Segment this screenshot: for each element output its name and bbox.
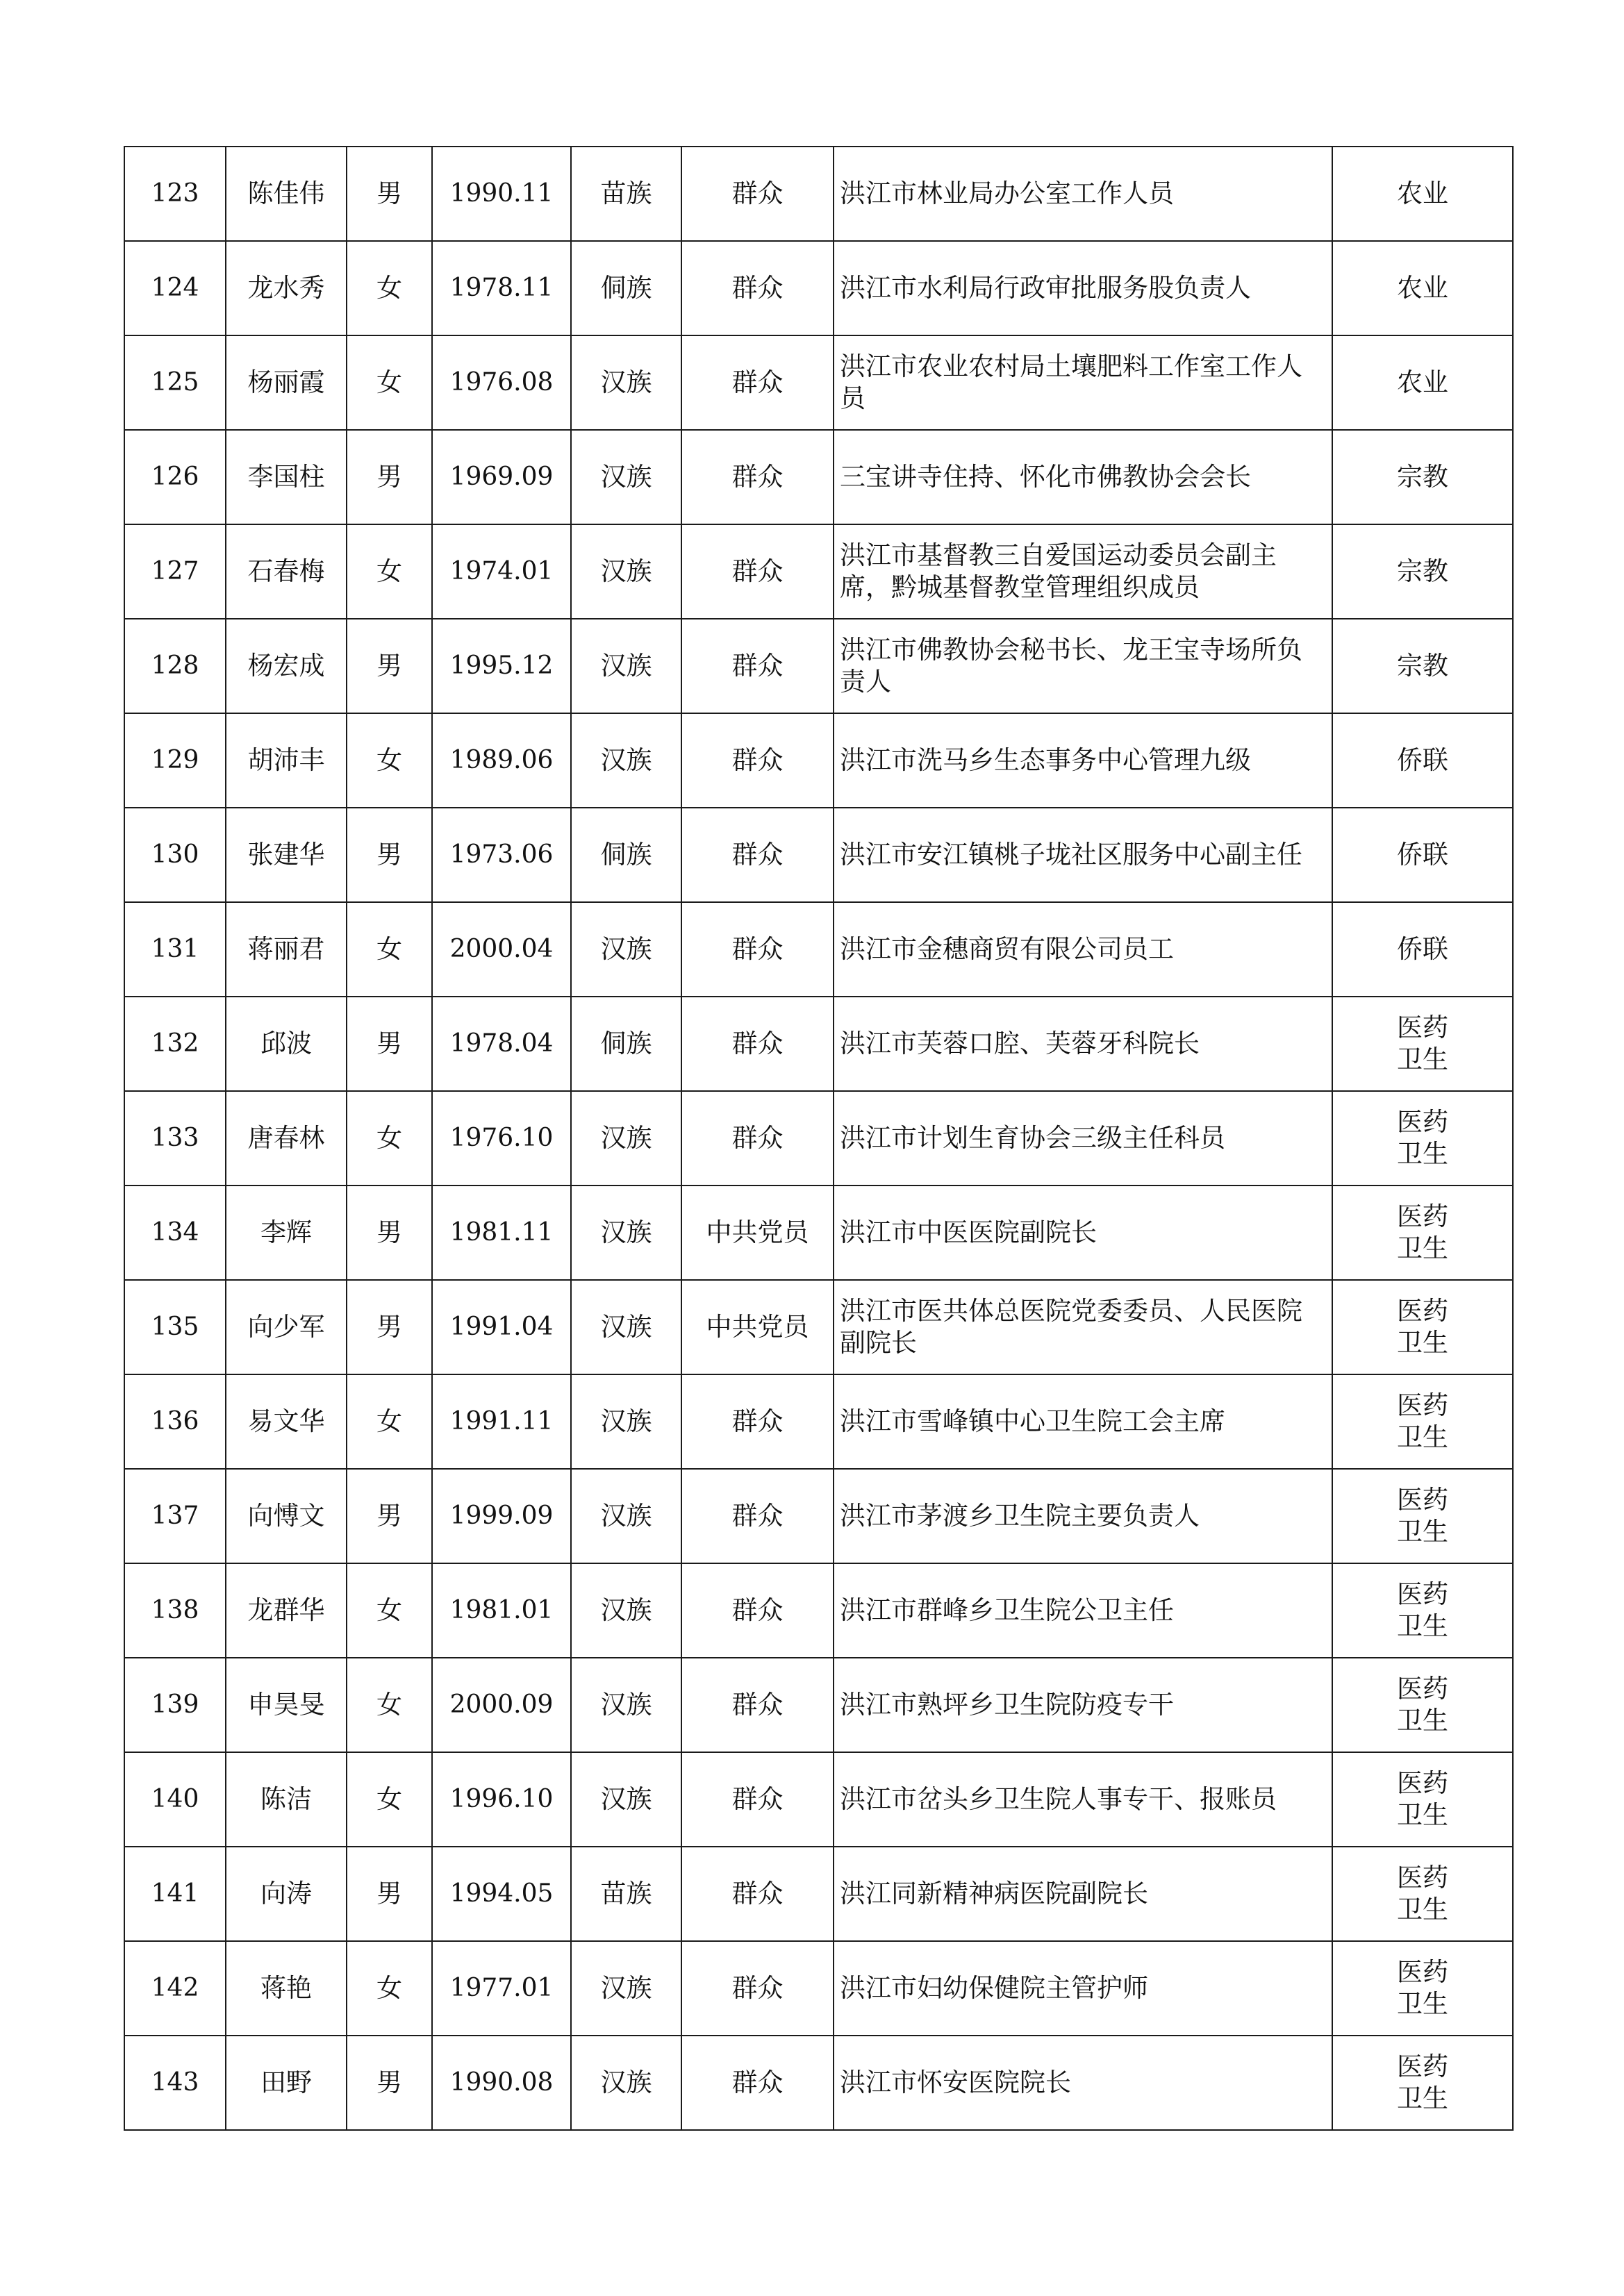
birth-date-cell: 1996.10 [432,1752,571,1847]
sector-category-label: 医药卫生 [1396,1013,1448,1074]
table-row [124,1752,1513,1847]
sector-category-cell [1332,1280,1513,1374]
political-status-cell: 群众 [681,430,834,524]
row-number-cell: 141 [124,1847,226,1941]
sector-category-cell [1332,1752,1513,1847]
sector-category-cell [1332,147,1513,241]
work-unit-cell: 洪江市妇幼保健院主管护师 [834,1941,1332,2036]
sector-category-cell [1332,902,1513,997]
work-unit-cell: 洪江市群峰乡卫生院公卫主任 [834,1563,1332,1658]
gender-cell: 男 [347,147,432,241]
gender-cell: 男 [347,808,432,902]
political-status-cell: 群众 [681,147,834,241]
name-cell: 蒋丽君 [226,902,347,997]
ethnicity-cell: 汉族 [571,1752,681,1847]
sector-category-label: 宗教 [1397,651,1448,681]
work-unit-cell: 洪江同新精神病医院副院长 [834,1847,1332,1941]
political-status-cell: 群众 [681,808,834,902]
political-status-cell: 群众 [681,713,834,808]
name-cell: 龙水秀 [226,241,347,335]
birth-date-cell: 1974.01 [432,524,571,619]
table-row [124,1941,1513,2036]
work-unit-cell: 洪江市水利局行政审批服务股负责人 [834,241,1332,335]
political-status-cell: 群众 [681,1469,834,1563]
name-cell: 易文华 [226,1374,347,1469]
work-unit-cell: 洪江市计划生育协会三级主任科员 [834,1091,1332,1186]
birth-date-cell: 1999.09 [432,1469,571,1563]
sector-category-label: 医药卫生 [1396,1579,1448,1641]
sector-category-cell [1332,241,1513,335]
sector-category-cell [1332,619,1513,713]
row-number-cell: 135 [124,1280,226,1374]
political-status-cell: 群众 [681,524,834,619]
row-number-cell: 132 [124,997,226,1091]
birth-date-cell: 1994.05 [432,1847,571,1941]
row-number-cell: 137 [124,1469,226,1563]
work-unit-cell: 三宝讲寺住持、怀化市佛教协会会长 [834,430,1332,524]
ethnicity-cell: 汉族 [571,335,681,430]
ethnicity-cell: 苗族 [571,1847,681,1941]
ethnicity-cell: 汉族 [571,1941,681,2036]
work-unit-cell: 洪江市农业农村局土壤肥料工作室工作人员 [834,335,1332,430]
sector-category-label: 医药卫生 [1396,1201,1448,1263]
table-body [124,147,1513,2130]
work-unit-cell: 洪江市洗马乡生态事务中心管理九级 [834,713,1332,808]
ethnicity-cell: 侗族 [571,997,681,1091]
sector-category-cell [1332,997,1513,1091]
sector-category-label: 农业 [1397,273,1448,303]
row-number-cell: 140 [124,1752,226,1847]
name-cell: 田野 [226,2036,347,2130]
row-number-cell: 129 [124,713,226,808]
birth-date-cell: 1978.04 [432,997,571,1091]
gender-cell: 女 [347,241,432,335]
ethnicity-cell: 汉族 [571,1563,681,1658]
name-cell: 陈佳伟 [226,147,347,241]
sector-category-cell [1332,430,1513,524]
sector-category-label: 侨联 [1397,934,1448,964]
name-cell: 张建华 [226,808,347,902]
political-status-cell: 群众 [681,1563,834,1658]
sector-category-cell [1332,1469,1513,1563]
political-status-cell: 群众 [681,619,834,713]
row-number-cell: 143 [124,2036,226,2130]
row-number-cell: 133 [124,1091,226,1186]
sector-category-label: 医药卫生 [1396,1485,1448,1547]
sector-category-cell [1332,524,1513,619]
row-number-cell: 123 [124,147,226,241]
table-row [124,1469,1513,1563]
gender-cell: 男 [347,997,432,1091]
work-unit-cell: 洪江市岔头乡卫生院人事专干、报账员 [834,1752,1332,1847]
gender-cell: 男 [347,1469,432,1563]
name-cell: 杨宏成 [226,619,347,713]
name-cell: 陈洁 [226,1752,347,1847]
work-unit-cell: 洪江市基督教三自爱国运动委员会副主席，黔城基督教堂管理组织成员 [834,524,1332,619]
row-number-cell: 127 [124,524,226,619]
political-status-cell: 群众 [681,1752,834,1847]
gender-cell: 女 [347,1658,432,1752]
birth-date-cell: 2000.09 [432,1658,571,1752]
work-unit-cell: 洪江市茅渡乡卫生院主要负责人 [834,1469,1332,1563]
gender-cell: 女 [347,335,432,430]
row-number-cell: 138 [124,1563,226,1658]
sector-category-label: 侨联 [1397,840,1448,870]
ethnicity-cell: 汉族 [571,1658,681,1752]
row-number-cell: 125 [124,335,226,430]
table-row [124,1563,1513,1658]
row-number-cell: 134 [124,1186,226,1280]
political-status-cell: 群众 [681,902,834,997]
ethnicity-cell: 汉族 [571,1280,681,1374]
political-status-cell: 中共党员 [681,1186,834,1280]
name-cell: 唐春林 [226,1091,347,1186]
sector-category-label: 医药卫生 [1396,1957,1448,2019]
table-row [124,1658,1513,1752]
sector-category-cell [1332,335,1513,430]
gender-cell: 男 [347,1847,432,1941]
row-number-cell: 131 [124,902,226,997]
work-unit-cell: 洪江市怀安医院院长 [834,2036,1332,2130]
sector-category-cell [1332,808,1513,902]
gender-cell: 男 [347,1186,432,1280]
work-unit-cell: 洪江市医共体总医院党委委员、人民医院副院长 [834,1280,1332,1374]
table-row [124,1091,1513,1186]
sector-category-label: 医药卫生 [1396,1863,1448,1924]
sector-category-cell [1332,2036,1513,2130]
row-number-cell: 124 [124,241,226,335]
ethnicity-cell: 汉族 [571,1186,681,1280]
sector-category-label: 医药卫生 [1396,1390,1448,1452]
political-status-cell: 群众 [681,241,834,335]
ethnicity-cell: 汉族 [571,1469,681,1563]
sector-category-cell [1332,1186,1513,1280]
work-unit-cell: 洪江市中医医院副院长 [834,1186,1332,1280]
sector-category-cell [1332,1941,1513,2036]
sector-category-label: 宗教 [1397,556,1448,586]
table-row [124,335,1513,430]
birth-date-cell: 1976.10 [432,1091,571,1186]
sector-category-cell [1332,1563,1513,1658]
sector-category-label: 医药卫生 [1396,1107,1448,1169]
sector-category-label: 医药卫生 [1396,1674,1448,1736]
row-number-cell: 139 [124,1658,226,1752]
ethnicity-cell: 汉族 [571,1091,681,1186]
ethnicity-cell: 苗族 [571,147,681,241]
name-cell: 向愽文 [226,1469,347,1563]
birth-date-cell: 1991.04 [432,1280,571,1374]
gender-cell: 男 [347,430,432,524]
gender-cell: 男 [347,2036,432,2130]
ethnicity-cell: 汉族 [571,2036,681,2130]
political-status-cell: 群众 [681,1847,834,1941]
gender-cell: 女 [347,1374,432,1469]
table-row [124,808,1513,902]
name-cell: 李辉 [226,1186,347,1280]
ethnicity-cell: 汉族 [571,524,681,619]
sector-category-label: 宗教 [1397,462,1448,492]
political-status-cell: 群众 [681,2036,834,2130]
ethnicity-cell: 汉族 [571,902,681,997]
member-table [124,146,1514,2131]
table-row [124,902,1513,997]
gender-cell: 女 [347,713,432,808]
birth-date-cell: 1995.12 [432,619,571,713]
birth-date-cell: 1977.01 [432,1941,571,2036]
ethnicity-cell: 汉族 [571,1374,681,1469]
row-number-cell: 128 [124,619,226,713]
birth-date-cell: 1973.06 [432,808,571,902]
table-row [124,1280,1513,1374]
birth-date-cell: 1976.08 [432,335,571,430]
name-cell: 蒋艳 [226,1941,347,2036]
ethnicity-cell: 汉族 [571,713,681,808]
name-cell: 胡沛丰 [226,713,347,808]
birth-date-cell: 1981.11 [432,1186,571,1280]
name-cell: 申昊旻 [226,1658,347,1752]
work-unit-cell: 洪江市熟坪乡卫生院防疫专干 [834,1658,1332,1752]
political-status-cell: 中共党员 [681,1280,834,1374]
name-cell: 石春梅 [226,524,347,619]
gender-cell: 男 [347,619,432,713]
sector-category-label: 医药卫生 [1396,2052,1448,2113]
sector-category-cell [1332,1374,1513,1469]
political-status-cell: 群众 [681,1658,834,1752]
table-row [124,430,1513,524]
political-status-cell: 群众 [681,1941,834,2036]
gender-cell: 女 [347,524,432,619]
sector-category-label: 医药卫生 [1396,1768,1448,1830]
work-unit-cell: 洪江市金穗商贸有限公司员工 [834,902,1332,997]
political-status-cell: 群众 [681,335,834,430]
gender-cell: 女 [347,902,432,997]
political-status-cell: 群众 [681,1374,834,1469]
row-number-cell: 136 [124,1374,226,1469]
gender-cell: 女 [347,1752,432,1847]
gender-cell: 女 [347,1091,432,1186]
table-row [124,2036,1513,2130]
sector-category-cell [1332,1847,1513,1941]
row-number-cell: 126 [124,430,226,524]
birth-date-cell: 1969.09 [432,430,571,524]
political-status-cell: 群众 [681,1091,834,1186]
ethnicity-cell: 汉族 [571,619,681,713]
sector-category-label: 农业 [1397,178,1448,208]
gender-cell: 女 [347,1941,432,2036]
table-row [124,1847,1513,1941]
name-cell: 李国柱 [226,430,347,524]
sector-category-label: 医药卫生 [1396,1296,1448,1358]
political-status-cell: 群众 [681,997,834,1091]
table-row [124,1186,1513,1280]
table-row [124,619,1513,713]
name-cell: 邱波 [226,997,347,1091]
work-unit-cell: 洪江市芙蓉口腔、芙蓉牙科院长 [834,997,1332,1091]
gender-cell: 男 [347,1280,432,1374]
work-unit-cell: 洪江市林业局办公室工作人员 [834,147,1332,241]
work-unit-cell: 洪江市安江镇桃子垅社区服务中心副主任 [834,808,1332,902]
work-unit-cell: 洪江市雪峰镇中心卫生院工会主席 [834,1374,1332,1469]
row-number-cell: 142 [124,1941,226,2036]
table-row [124,147,1513,241]
name-cell: 向少军 [226,1280,347,1374]
sector-category-cell [1332,1091,1513,1186]
birth-date-cell: 2000.04 [432,902,571,997]
work-unit-cell: 洪江市佛教协会秘书长、龙王宝寺场所负责人 [834,619,1332,713]
table-row [124,1374,1513,1469]
sector-category-label: 农业 [1397,367,1448,397]
birth-date-cell: 1991.11 [432,1374,571,1469]
ethnicity-cell: 侗族 [571,808,681,902]
birth-date-cell: 1989.06 [432,713,571,808]
gender-cell: 女 [347,1563,432,1658]
ethnicity-cell: 汉族 [571,430,681,524]
name-cell: 杨丽霞 [226,335,347,430]
table-row [124,997,1513,1091]
ethnicity-cell: 侗族 [571,241,681,335]
name-cell: 向涛 [226,1847,347,1941]
name-cell: 龙群华 [226,1563,347,1658]
sector-category-cell [1332,1658,1513,1752]
table-row [124,524,1513,619]
row-number-cell: 130 [124,808,226,902]
birth-date-cell: 1990.11 [432,147,571,241]
table-row [124,713,1513,808]
sector-category-label: 侨联 [1397,745,1448,775]
birth-date-cell: 1990.08 [432,2036,571,2130]
birth-date-cell: 1981.01 [432,1563,571,1658]
birth-date-cell: 1978.11 [432,241,571,335]
sector-category-cell [1332,713,1513,808]
table-row [124,241,1513,335]
